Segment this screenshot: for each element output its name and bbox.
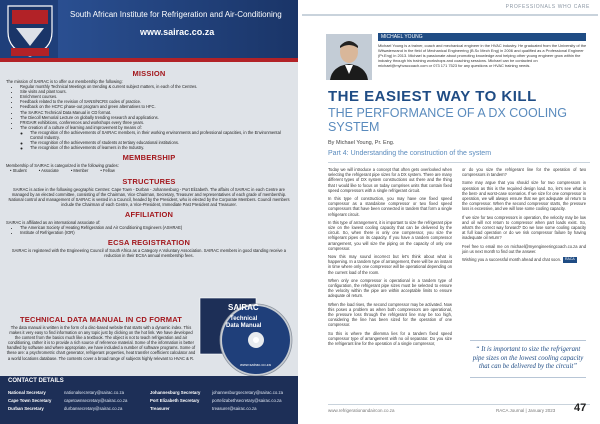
list-item: • Feedback on the HCFC phase-out program and green alternatives to HFC. — [20, 104, 292, 109]
contact-email[interactable]: johannesburgsecretary@sairac.co.za — [212, 390, 283, 395]
article-page — [302, 0, 600, 424]
list-item: • Feedback related to the revision of SANS/NCRS codes of practice. — [20, 99, 292, 104]
paragraph: If we size for two compressors in operation, the velocity may be low and oil will not return to compressor when part loads exist. So, what's the correct way forward? Do we lose some cooling capacity at full load operation or do we risk compressor failure by having inadequate oil return? — [462, 214, 586, 241]
article-title: THE EASIEST WAY TO KILL — [328, 88, 537, 105]
list-item: • FRIGAIR exhibitions, conferences and workshops every three years. — [20, 120, 292, 125]
sairac-logo — [2, 2, 58, 58]
paragraph: Now this may sound incorrect but let's think about what is happening. In a tandem type of arrangement, there will be an instant in time where only one compressor will be operational depending on the current load of the room. — [328, 254, 452, 275]
tdm-text: The data manual is written in the form of a disc-based website that starts with a dynamic index. This makes it very easy to find information on any topic just by clicking on the hot link. We have developed the content from the basics much like a textbook. The object is not to teach refrigeration and air conditioning, rather it is to provide a rich source of reference material. Some of the information is better handled by software and where appropriate, we have included a number of software programs. Some of these are: a psychrometric chart generator, refrigerant properties, heat transfer coefficient calculator and a world locations database. The contents cover a broad range of subjects highly relevant to HVAC & R. — [6, 325, 196, 361]
contact-email[interactable]: durbansecretary@sairac.co.za — [64, 406, 123, 411]
paragraph: Some may argue that you should size for two compressors in operation as this is the required design load. So, let's see what is the best- and worst-case scenarios. If we size for one compressor in operation, we will always ensure that we get adequate oil return to the compressor. When the second compressor starts, the pressure loss is excessive, and we will lose some cooling capacity. — [462, 180, 586, 212]
structures-text: SAIRAC is active in the following geographic Centres: Cape Town - Durban - Johannesburg - Port Elizabeth. The affairs of SAIRAC in each Centre are managed by an elected committee, consisting of the Chairman, Vice Chairman, Secretary, Treasurer and representatives of each grade of membership. National control and management of SAIRAC is vested in a Council, headed by the President, who is elected by the Corporate Members. Council members include the Chairman of each Centre, a Vice-President, Immediate Past President and Treasurer. — [8, 186, 290, 207]
footer-url[interactable]: www.refrigerationandaircon.co.za — [328, 408, 395, 413]
grade-item: • Student — [10, 168, 27, 174]
contact-row: Durban Secretary durbansecretary@sairac.co.za — [8, 406, 123, 411]
pull-quote: “ It is important to size the refrigerant pipe sizes on the lowest cooling capacity that can be delivered by the circuit” — [470, 340, 586, 378]
author-photo — [326, 34, 372, 80]
disk-brand: SAIRAC — [228, 303, 259, 312]
ecsa-heading: ECSA REGISTRATION — [107, 238, 191, 248]
paragraph: So this is where the dilemma lies for a tandem fixed speed compressor type of arrangement with no oil separator. Do you size the refrigerant line for the operation of a single compressor, — [328, 330, 452, 347]
contact-row: Port Elizabeth Secretary portelizabethsecretary@sairac.co.za — [150, 398, 282, 403]
list-item: ◦ The recognition of the achievements of learners in the Industry. — [30, 145, 292, 150]
article-column-1 — [328, 167, 452, 349]
contact-row: Treasurer treasurer@sairac.co.za — [150, 406, 257, 411]
contact-email[interactable]: treasurer@sairac.co.za — [212, 406, 257, 411]
org-url[interactable]: www.sairac.co.za — [140, 27, 215, 37]
list-item: • The American Society of Heating Refrigeration and Air Conditioning Engineers (ASHRAE) — [20, 225, 292, 230]
list-item: • The SAIRAC Technical Data Manual in CD format. — [20, 110, 292, 115]
membership-text: Membership of SAIRAC is categorized in the following grades: — [6, 163, 119, 169]
contact-email[interactable]: capetownsecretary@sairac.co.za — [64, 398, 128, 403]
contact-email[interactable]: nationalsecretary@sairac.co.za — [64, 390, 125, 395]
contact-row: Johannesburg Secretary johannesburgsecretary@sairac.co.za — [150, 390, 283, 395]
paragraph: When the load rises, the second compressor may be activated. Now this poses a problem as when both compressors are operational, the pressure loss through the refrigerant line may be too high, considering the line has been sized for the operation of one compressor. — [328, 301, 452, 328]
mission-heading: MISSION — [132, 69, 166, 78]
disk-line1: Technical — [230, 316, 258, 322]
list-item: ◦ The recognition of the achievements of SAIRAC members, in their working environments and professional capacities, in the Environmental Control Industry. — [30, 130, 292, 140]
grade-item: • Associate — [38, 168, 59, 174]
membership-heading: MEMBERSHIP — [122, 153, 176, 163]
tdm-section — [6, 312, 196, 361]
page-number: 47 — [574, 402, 587, 414]
paragraph: In this type of construction, you may have one fixed speed compressor as a standalone compressor or two fixed speed compressors that have been connected in tandem that form a single refrigerant circuit. — [328, 196, 452, 217]
ecsa-text: SAIRAC is registered with the Engineering Council of South Africa as a Category A Voluntary Association. SAIRAC members in good standing receive a reduction in their ECSA annual membership fees. — [11, 248, 287, 259]
membership-grades — [10, 168, 292, 173]
structures-heading: STRUCTURES — [122, 176, 176, 186]
list-item: • Enrichment courses. — [20, 94, 292, 99]
sairac-page — [0, 0, 298, 424]
paragraph: Wishing you a successful month ahead and chat soon. RACA — [462, 257, 575, 263]
disk-url: www.sairac.co.za — [240, 362, 271, 367]
author-name: MICHAEL YOUNG — [378, 33, 586, 41]
paragraph: When only one compressor is operational in a tandem type of configuration, the refrigerant pipe sizes must be selected to ensure the velocity within the pipe are within acceptable limits to ensure adequate oil return. — [328, 277, 452, 299]
contact-row: Cape Town Secretary capetownsecretary@sairac.co.za — [8, 398, 128, 403]
section-tag: PROFESSIONALS WHO CARE — [505, 4, 590, 10]
paragraph: Today we will introduce a concept that often gets overlooked when selecting the refrigerant pipe sizes for a DX system. There are many different types of DX system constructions out there and the thing that I would like to focus on today comprises units that contain fixed speed compressors with a single refrigerant circuit. — [328, 167, 452, 193]
sairac-body — [6, 66, 292, 258]
mission-list — [6, 84, 292, 150]
person-icon — [326, 34, 372, 80]
list-item: • The creation of a culture of learning and improvement by means of: — [20, 125, 292, 130]
org-name: South African Institute for Refrigeration and Air-Conditioning — [70, 10, 282, 19]
part-heading: Part 4: Understanding the construction of the system — [328, 150, 492, 157]
list-item: • Institute of Refrigeration (IOR) — [20, 230, 292, 235]
list-item: • Regular monthly Technical Meetings on trending & current subject matters, in each of the Centres. — [20, 84, 292, 89]
contact-heading: CONTACT DETAILS — [8, 378, 64, 384]
cd-disk-image — [196, 296, 298, 378]
mission-intro: The mission of SAIRAC is to offer our membership the following: — [6, 79, 123, 84]
grade-item: • Member — [70, 168, 89, 174]
byline: By Michael Young, Pr. Eng. — [328, 140, 395, 146]
paragraph: In this type of arrangement, it is important to size the refrigerant pipe size on the lowest cooling capacity that can be delivered by the circuit. So, when there is only one compressor, you size the refrigerant pipes on its capacity. If you have a tandem compressor arrangement, you will size the piping on the capacity of only one compressor. — [328, 219, 452, 251]
footer-issue: RACA Journal | January 2023 — [496, 408, 556, 413]
sairac-header — [0, 0, 298, 62]
disk-line2: Data Manual — [226, 323, 262, 329]
paragraph: Feel free to email me on michael@myengineeringcoach.co.za and join us next month to find out the answer. — [462, 243, 586, 254]
end-mark: RACA — [565, 257, 575, 262]
list-item: • Site visits and plant tours. — [20, 89, 292, 94]
list-item: ◦ The recognition of the achievements of students at tertiary educational institutions. — [30, 140, 292, 145]
author-bio: Michael Young is a trainer, coach and mechanical engineer in the HVAC industry. He graduated from the University of the Witwatersrand in the field of Mechanical Engineering (B.Sc Mech Eng) in 2006 and qualified as a Professional Engineer (Pr.Eng) in 2013. Michael is passionate about promoting knowledge and helping other young engineer grow within the industry through his training workshops and coaching sessions. Michael can be contacted on michael@myhvaccoach.com or 073 171 7523 for any questions or HVAC training needs. — [378, 43, 587, 68]
contact-email[interactable]: portelizabethsecretary@sairac.co.za — [212, 398, 282, 403]
article-column-2 — [462, 167, 586, 266]
paragraph: or do you size the refrigerant line for the operation of two compressors in tandem? — [462, 167, 586, 178]
contact-details — [0, 376, 298, 424]
affiliation-text: SAIRAC is affiliated as an international associate of: — [6, 219, 101, 225]
affiliation-heading: AFFILIATION — [124, 209, 174, 219]
article-subtitle: THE PERFORMANCE OF A DX COOLING SYSTEM — [328, 106, 567, 134]
tdm-heading: TECHNICAL DATA MANUAL IN CD FORMAT — [19, 315, 183, 324]
contact-row: National Secretary nationalsecretary@sairac.co.za — [8, 390, 125, 395]
grade-item: • Fellow — [100, 168, 115, 174]
list-item: • The Diecoll Memorial Lecture on globally trending research and applications. — [20, 115, 292, 120]
